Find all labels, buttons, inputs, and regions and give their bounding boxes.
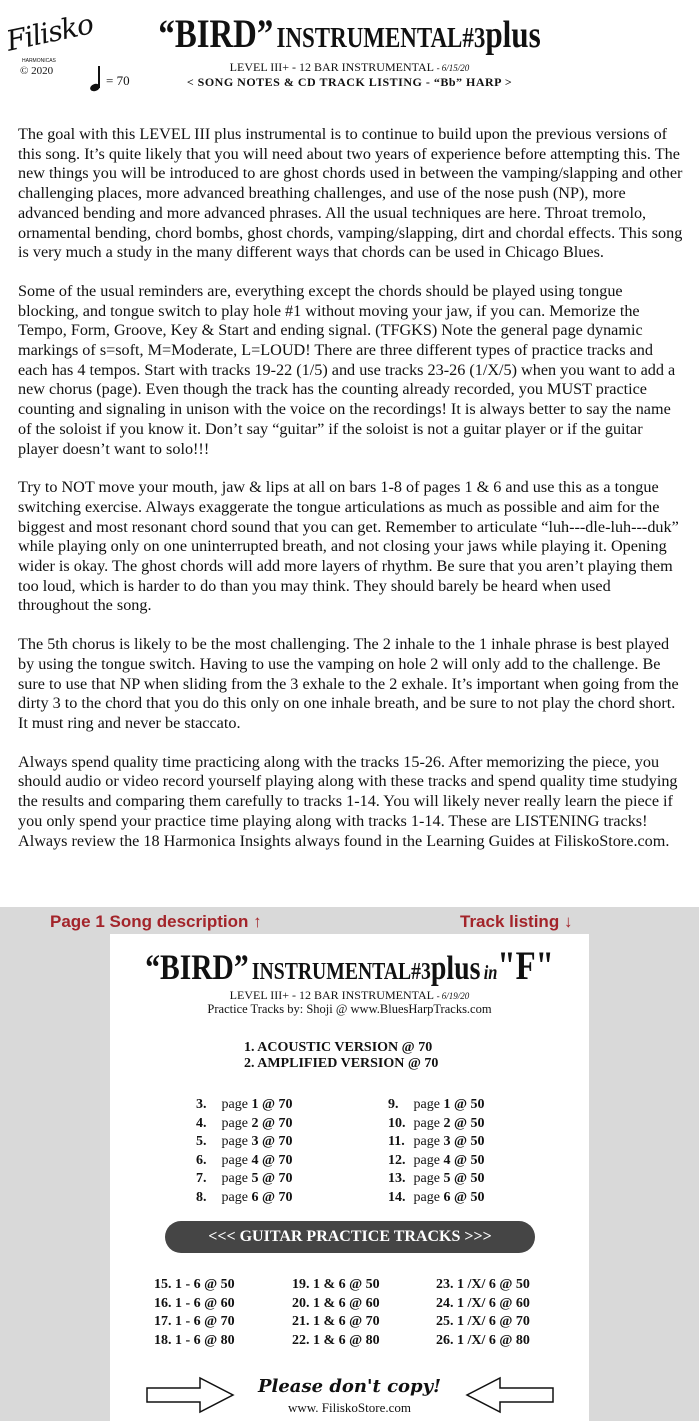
track-page-num: 3 [251, 1134, 259, 1149]
list-item [196, 1133, 292, 1152]
track-page-word: page [221, 1134, 252, 1149]
title-quote: “BIRD” [145, 947, 249, 987]
list-item [388, 1152, 484, 1171]
track-number: 8. [196, 1189, 207, 1205]
track-speed: @ 70 [261, 1115, 293, 1131]
track-page-num: 4 [443, 1152, 451, 1168]
paragraph: The 5th chorus is likely to be the most challenging. The 2 inhale to the 1 inhale phrase is best played by using the tongue switch. Having to use the vamping on hole 2 will only add to the challenge. Be sure to use that NP when sliding from the 3 exhale to the 2 exhale. It’s important when going from the dirty 3 to the chord that you do this only on one inhale breath, and be sure to not play the chord short. It must ring and never be staccato. [18, 635, 679, 732]
guitar-tracks-1-6 [154, 1276, 235, 1350]
list-item: 1. ACOUSTIC VERSION @ 70 [244, 1040, 433, 1055]
paragraph: The goal with this LEVEL III plus instrumental is to continue to build upon the previous versions of this song. It’s quite likely that you will need about two years of experience before attempting this. The new things you will be introduced to are ghost chords used in between the vamping/slapping and other challenging places, more advanced breathing challenges, and use of the nose push (NP), more advanced bending and more advanced phrases. All the usual techniques are here. Throat tremolo, ornamental bending, chord bombs, ghost chords, vamping/slapping, dirt and chordal effects. This song is very much a study in the many different ways that chords can be used in Chicago Blues. [18, 125, 683, 262]
title-number: #3 [462, 23, 486, 54]
track-number: 4. [196, 1115, 207, 1131]
level-line [0, 60, 699, 75]
track-page-word: page [221, 1115, 252, 1131]
track-page-num: 1 [443, 1097, 451, 1112]
track-speed: @ 50 [453, 1097, 485, 1112]
list-item: 23. 1 /X/ 6 @ 50 [436, 1277, 530, 1292]
track-page-word: page [413, 1171, 444, 1186]
track-speed: @ 50 [453, 1171, 485, 1186]
list-item [196, 1189, 292, 1208]
track-page-word: page [413, 1189, 444, 1205]
track-speed: @ 70 [261, 1152, 293, 1168]
list-item [196, 1170, 292, 1189]
track-page-word: page [221, 1152, 252, 1168]
track-speed: @ 50 [453, 1152, 485, 1168]
list-item: 19. 1 & 6 @ 50 [292, 1277, 380, 1292]
practice-tracks-credit: Practice Tracks by: Shoji @ www.BluesHarpTracks.com [207, 1002, 492, 1016]
title-number: #3 [411, 959, 431, 985]
title-instrumental: INSTRUMENTAL [251, 959, 412, 985]
list-item: 16. 1 - 6 @ 60 [154, 1295, 235, 1311]
list-item [196, 1115, 292, 1134]
track-number: 14. [388, 1189, 406, 1205]
track-speed: @ 50 [453, 1115, 485, 1131]
track-page-word: page [221, 1189, 252, 1205]
title-quote: “BIRD” [158, 11, 274, 56]
version-list [244, 1040, 438, 1072]
track-listing-title [63, 942, 636, 989]
level-text: LEVEL III+ - 12 BAR INSTRUMENTAL [229, 60, 434, 74]
title-plus: plus [485, 14, 541, 56]
list-item [196, 1152, 292, 1171]
list-item [388, 1170, 484, 1189]
guitar-tracks-1-and-6 [292, 1276, 380, 1350]
arrow-down-icon: ↓ [563, 912, 573, 931]
track-page-num: 5 [443, 1171, 451, 1186]
list-item [388, 1096, 484, 1115]
list-item: 21. 1 & 6 @ 70 [292, 1314, 380, 1329]
song-description-label-text: Page 1 Song description [50, 912, 249, 931]
list-item: 22. 1 & 6 @ 80 [292, 1332, 380, 1348]
title-plus: plus [430, 950, 481, 987]
list-item [388, 1189, 484, 1208]
track-page-word: page [221, 1171, 252, 1186]
track-listing-label [460, 912, 572, 932]
track-page-num: 3 [443, 1134, 451, 1149]
track-speed: @ 50 [453, 1134, 485, 1149]
song-description-label [50, 912, 262, 932]
store-url: www. FiliskoStore.com [287, 1400, 412, 1415]
date: - 6/15/20 [436, 63, 470, 73]
track-level-line [0, 988, 699, 1003]
page-tracks-50 [388, 1096, 484, 1207]
track-number: 3. [196, 1097, 207, 1112]
track-listing-label-text: Track listing [460, 912, 560, 931]
notes-line: < SONG NOTES & CD TRACK LISTING - “Bb” HARP > [186, 75, 513, 89]
list-item: 15. 1 - 6 @ 50 [154, 1277, 235, 1292]
list-item: 20. 1 & 6 @ 60 [292, 1295, 380, 1311]
title-instrumental: INSTRUMENTAL [276, 23, 463, 54]
track-date: - 6/19/20 [436, 991, 470, 1001]
track-page-word: page [413, 1115, 444, 1131]
list-item [196, 1096, 292, 1115]
track-number: 5. [196, 1134, 207, 1149]
song-title [63, 10, 636, 57]
track-number: 6. [196, 1152, 207, 1168]
track-page-word: page [221, 1097, 252, 1112]
tempo-value: = 70 [106, 73, 130, 88]
list-item: 26. 1 /X/ 6 @ 80 [436, 1332, 530, 1348]
track-page-word: page [413, 1134, 444, 1149]
track-page-num: 2 [443, 1115, 451, 1131]
list-item [388, 1115, 484, 1134]
track-page-num: 4 [251, 1152, 259, 1168]
list-item: 2. AMPLIFIED VERSION @ 70 [244, 1056, 439, 1071]
track-speed: @ 70 [261, 1189, 293, 1205]
title-key: "F" [497, 943, 554, 988]
paragraph: Try to NOT move your mouth, jaw & lips at all on bars 1-8 of pages 1 & 6 and use this as a tongue switching exercise. Always exaggerate the tongue articulations as much as possible and aim for the biggest and most resonant chord sound that you can get. Remember to articulate “luh---dle-luh---duk” while playing only on one uninterrupted breath, and not closing your jaws while playing it. Opening wider is okay. The ghost chords will add more layers of rhythm. Be sure that you aren’t playing them too loud, which is harder to do than you may think. They should barely be heard when used throughout the song. [18, 478, 679, 615]
track-page-word: page [413, 1097, 444, 1112]
list-item: 17. 1 - 6 @ 70 [154, 1314, 235, 1329]
track-page-word: page [413, 1152, 444, 1168]
track-speed: @ 50 [453, 1189, 485, 1205]
copy-warning: Please don't copy! [257, 1376, 442, 1397]
track-number: 11. [388, 1134, 405, 1149]
title-in: in [483, 962, 498, 984]
track-speed: @ 70 [261, 1134, 293, 1149]
list-item: 25. 1 /X/ 6 @ 70 [436, 1314, 530, 1329]
list-item [388, 1133, 484, 1152]
track-page-num: 1 [251, 1097, 259, 1112]
track-page-num: 6 [443, 1189, 451, 1205]
track-page-num: 6 [251, 1189, 259, 1205]
guitar-practice-banner: <<< GUITAR PRACTICE TRACKS >>> [165, 1221, 535, 1253]
track-number: 9. [388, 1097, 399, 1112]
track-speed: @ 70 [261, 1097, 293, 1112]
paragraph: Some of the usual reminders are, everything except the chords should be played using tongue blocking, and tongue switch to play hole #1 without moving your jaw, if you can. Memorize the Tempo, Form, Groove, Key & Start and ending signal. (TFGKS) Note the general page dynamic markings of s=soft, M=Moderate, L=LOUD! There are three different types of practice tracks and each has 4 tempos. Start with tracks 19-22 (1/5) and use tracks 23-26 (1/X/5) when you want to add a new chorus (page). Even though the track has the counting already recorded, you MUST practice counting and signaling in unison with the voice on the recordings! It is always better to say the name of the soloist if you know it. Don’t say “guitar” if the soloist is not a guitar player or if the guitar player doesn’t want to solo!!! [18, 281, 676, 458]
arrow-up-icon: ↑ [253, 912, 262, 931]
track-level-text: LEVEL III+ - 12 BAR INSTRUMENTAL [229, 988, 434, 1002]
list-item: 24. 1 /X/ 6 @ 60 [436, 1295, 530, 1311]
song-description [18, 125, 683, 870]
guitar-tracks-1-x-6 [436, 1276, 530, 1350]
paragraph: Always spend quality time practicing along with the tracks 15-26. After memorizing the piece, you should audio or video record yourself playing along with these tracks and spend quality time studying the results and comparing them carefully to tracks 1-14. You will likely never really learn the piece if you only spend your practice time playing along with tracks 1-14. These are LISTENING tracks! Always review the 18 Harmonica Insights always found in the Learning Guides at FiliskoStore.com. [18, 752, 678, 850]
logo-subtitle: HARMONICAS [22, 58, 56, 64]
track-number: 12. [388, 1152, 406, 1168]
track-speed: @ 70 [261, 1171, 293, 1186]
track-number: 10. [388, 1115, 406, 1131]
track-page-num: 5 [251, 1171, 259, 1186]
track-number: 13. [388, 1171, 406, 1186]
list-item: 18. 1 - 6 @ 80 [154, 1332, 235, 1348]
copyright: © 2020 [20, 65, 54, 77]
logo-signature: Filisko [3, 7, 96, 58]
page-tracks-70 [196, 1096, 292, 1207]
track-page-num: 2 [251, 1115, 259, 1131]
track-number: 7. [196, 1171, 207, 1186]
